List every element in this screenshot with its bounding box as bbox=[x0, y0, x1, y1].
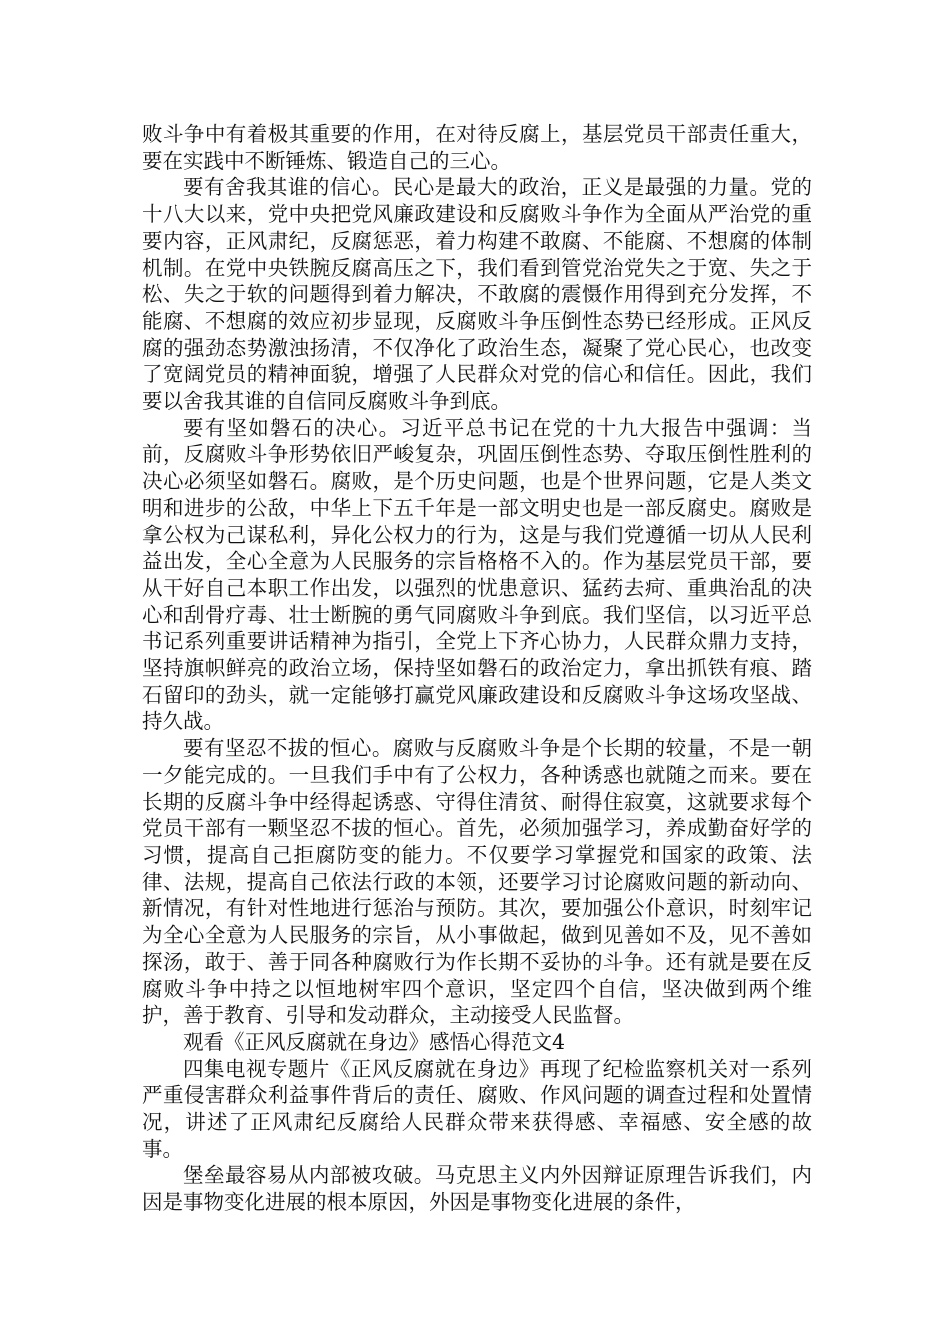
paragraph-continuation: 败斗争中有着极其重要的作用，在对待反腐上，基层党员干部责任重大，要在实践中不断锤炼、锻造自己的三心。 bbox=[142, 122, 812, 173]
paragraph-fortress: 堡垒最容易从内部被攻破。马克思主义内外因辩证原理告诉我们，内因是事物变化进展的根本原因，外因是事物变化进展的条件， bbox=[142, 1163, 812, 1215]
section-heading: 观看《正风反腐就在身边》感悟心得范文4 bbox=[183, 1029, 566, 1054]
paragraph-confidence: 要有舍我其谁的信心。民心是最大的政治，正义是最强的力量。党的十八大以来，党中央把党风廉政建设和反腐败斗争作为全面从严治党的重要内容，正风肃纪，反腐惩恶，着力构建不敢腐、不能腐、不想腐的体制机制。在党中央铁腕反腐高压之下，我们看到管党治党失之于宽、失之于松、失之于软的问题得到着力解决，不敢腐的震慑作用得到充分发挥，不能腐、不想腐的效应初步显现，反腐败斗争压倒性态势已经形成。正风反腐的强劲态势激浊扬清，不仅净化了政治生态，凝聚了党心民心，也改变了宽阔党员的精神面貌，增强了人民群众对党的信心和信任。因此，我们要以舍我其谁的自信同反腐败斗争到底。 bbox=[142, 175, 812, 414]
paragraph-perseverance: 要有坚忍不拔的恒心。腐败与反腐败斗争是个长期的较量，不是一朝一夕能完成的。一旦我们手中有了公权力，各种诱惑也就随之而来。要在长期的反腐斗争中经得起诱惑、守得住清贫、耐得住寂寞，这就要求每个党员干部有一颗坚忍不拔的恒心。首先，必须加强学习，养成勤奋好学的习惯，提高自己拒腐防变的能力。不仅要学习掌握党和国家的政策、法律、法规，提高自己依法行政的本领，还要学习讨论腐败问题的新动向、新情况，有针对性地进行惩治与预防。其次，要加强公仆意识，时刻牢记为全心全意为人民服务的宗旨，从小事做起，做到见善如不及，见不善如探汤，敢于、善于同各种腐败行为作长期不妥协的斗争。还有就是要在反腐败斗争中持之以恒地树牢四个意识，坚定四个自信，坚决做到两个维护，善于教育、引导和发动群众，主动接受人民监督。 bbox=[142, 736, 812, 1028]
paragraph-documentary-intro: 四集电视专题片《正风反腐就在身边》再现了纪检监察机关对一系列严重侵害群众利益事件背后的责任、腐败、作风问题的调查过程和处置情况，讲述了正风肃纪反腐给人民群众带来获得感、幸福感、安全感的故事。 bbox=[142, 1056, 812, 1161]
paragraph-determination: 要有坚如磐石的决心。习近平总书记在党的十九大报告中强调：当前，反腐败斗争形势依旧严峻复杂，巩固压倒性态势、夺取压倒性胜利的决心必须坚如磐石。腐败，是个历史问题，也是个世界问题，它是人类文明和进步的公敌，中华上下五千年是一部文明史也是一部反腐史。腐败是拿公权为己谋私利，异化公权力的行为，这是与我们党遵循一切从人民利益出发，全心全意为人民服务的宗旨格格不入的。作为基层党员干部，要从干好自己本职工作出发，以强烈的忧患意识、猛药去疴、重典治乱的决心和刮骨疗毒、壮士断腕的勇气同腐败斗争到底。我们坚信，以习近平总书记系列重要讲话精神为指引，全党上下齐心协力，人民群众鼎力支持，坚持旗帜鲜亮的政治立场，保持坚如磐石的政治定力，拿出抓铁有痕、踏石留印的劲头，就一定能够打赢党风廉政建设和反腐败斗争这场攻坚战、持久战。 bbox=[142, 415, 812, 734]
document-page bbox=[142, 121, 812, 1216]
